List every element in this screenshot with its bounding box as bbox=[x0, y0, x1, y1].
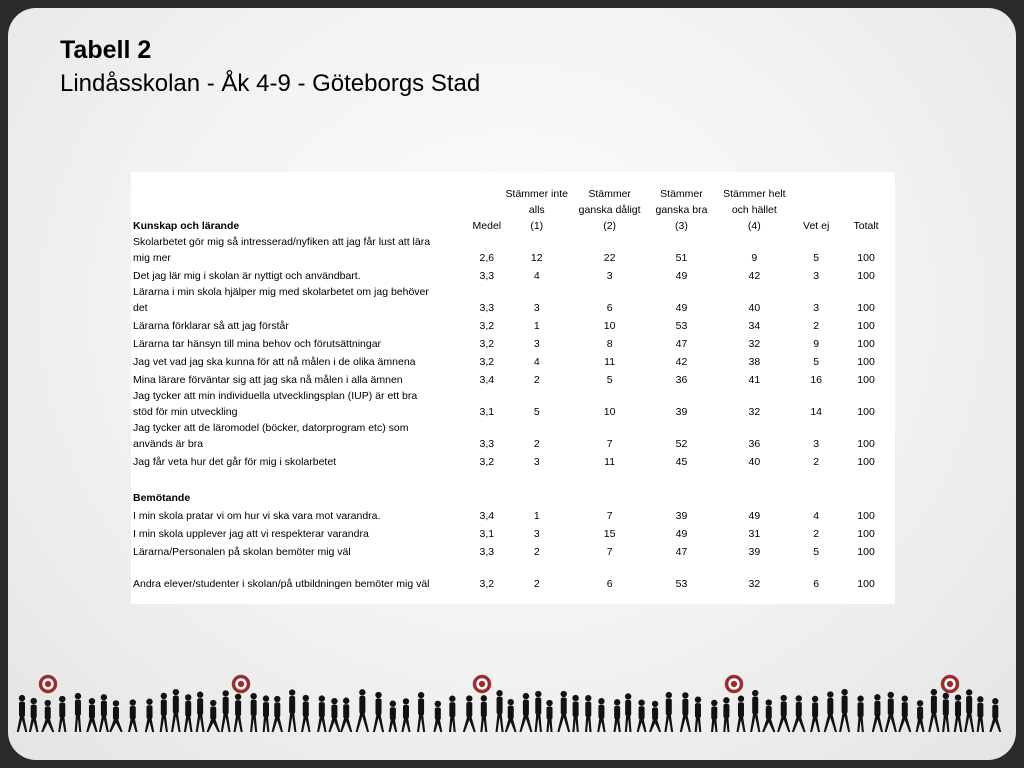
cell-v2: 6 bbox=[606, 578, 613, 590]
cell-v1: 3 bbox=[533, 338, 540, 350]
row-label-line: stöd för min utveckling bbox=[133, 406, 238, 418]
person-silhouette bbox=[272, 696, 283, 732]
row-label-line: Jag får veta hur det går för mig i skolarbetet bbox=[133, 456, 337, 468]
person-silhouette bbox=[128, 699, 138, 732]
person-silhouette bbox=[695, 696, 702, 732]
cell-v3: 53 bbox=[675, 578, 688, 590]
header-c4-b: och hället bbox=[731, 204, 777, 216]
row-label-line: I min skola pratar vi om hur vi ska vara mot varandra. bbox=[133, 510, 381, 522]
person-silhouette bbox=[977, 696, 984, 732]
header-vetej: Vet ej bbox=[803, 220, 830, 232]
cell-v2: 22 bbox=[603, 252, 616, 264]
row-label bbox=[133, 234, 470, 266]
cell-v3: 47 bbox=[675, 546, 688, 558]
cell-v3: 36 bbox=[675, 374, 688, 386]
cell-medel: 3,2 bbox=[479, 578, 495, 590]
cell-v1: 4 bbox=[533, 356, 540, 368]
section-title-bemotande: Bemötande bbox=[133, 492, 191, 504]
cell-v4: 40 bbox=[748, 456, 761, 468]
header-c4-c: (4) bbox=[747, 220, 761, 232]
crowd-footer bbox=[8, 668, 1016, 748]
row-label-line: Det jag lär mig i skolan är nyttigt och användbart. bbox=[133, 270, 361, 282]
slide bbox=[8, 8, 1016, 760]
cell-v1: 3 bbox=[533, 528, 540, 540]
row-label-line: Mina lärare förväntar sig att jag ska nå målen i alla ämnen bbox=[133, 374, 403, 386]
cell-v2: 6 bbox=[606, 302, 613, 314]
person-silhouette bbox=[535, 691, 542, 732]
cell-v3: 52 bbox=[675, 438, 688, 450]
target-icon bbox=[232, 675, 250, 693]
row-label bbox=[133, 266, 470, 284]
row-label-line: Lärarna/Personalen på skolan bemöter mig väl bbox=[133, 546, 351, 558]
person-silhouette bbox=[417, 692, 425, 732]
person-silhouette bbox=[496, 690, 504, 732]
cell-totalt: 100 bbox=[857, 510, 875, 522]
cell-medel: 3,1 bbox=[479, 528, 495, 540]
person-silhouette bbox=[207, 700, 220, 732]
row-label-line: Lärarna i min skola hjälper mig med skolarbetet om jag behöver bbox=[133, 286, 429, 298]
person-silhouette bbox=[401, 698, 410, 732]
person-silhouette bbox=[928, 689, 939, 732]
table-row bbox=[133, 284, 895, 316]
cell-medel: 3,3 bbox=[479, 546, 495, 558]
person-silhouette bbox=[505, 699, 517, 732]
cell-v1: 4 bbox=[533, 270, 540, 282]
person-silhouette bbox=[597, 698, 605, 732]
person-silhouette bbox=[301, 695, 311, 732]
header-c3-b: ganska bra bbox=[655, 204, 708, 216]
table-row bbox=[133, 334, 895, 352]
data-table-container bbox=[131, 172, 895, 604]
person-silhouette bbox=[41, 700, 54, 732]
row-label bbox=[133, 452, 470, 470]
person-silhouette bbox=[389, 701, 398, 732]
cell-medel: 3,1 bbox=[479, 406, 495, 418]
data-table bbox=[133, 186, 895, 592]
cell-v3: 39 bbox=[675, 406, 688, 418]
cell-totalt: 100 bbox=[857, 338, 875, 350]
person-silhouette bbox=[916, 700, 925, 732]
person-silhouette bbox=[546, 700, 552, 732]
row-label bbox=[133, 524, 470, 542]
row-label-line: Andra elever/studenter i skolan/på utbildningen bemöter mig väl bbox=[133, 578, 430, 590]
header-medel: Medel bbox=[472, 220, 502, 232]
person-silhouette bbox=[75, 693, 82, 732]
person-silhouette bbox=[184, 694, 193, 732]
person-silhouette bbox=[810, 696, 820, 732]
person-silhouette bbox=[723, 697, 729, 732]
cell-medel: 3,2 bbox=[479, 320, 495, 332]
person-silhouette bbox=[449, 696, 456, 732]
cell-vetej: 3 bbox=[813, 302, 820, 314]
cell-medel: 3,4 bbox=[479, 510, 495, 522]
cell-totalt: 100 bbox=[857, 456, 875, 468]
person-silhouette bbox=[989, 698, 1001, 732]
cell-vetej: 2 bbox=[813, 528, 820, 540]
target-icon bbox=[39, 675, 57, 693]
cell-v4: 9 bbox=[751, 252, 758, 264]
person-silhouette bbox=[288, 689, 297, 732]
row-label bbox=[133, 352, 470, 370]
header-c2-a: Stämmer bbox=[588, 188, 631, 200]
cell-v4: 31 bbox=[748, 528, 761, 540]
person-silhouette bbox=[711, 700, 718, 732]
cell-v2: 10 bbox=[603, 406, 616, 418]
person-silhouette bbox=[145, 699, 154, 732]
person-silhouette bbox=[356, 689, 369, 732]
cell-v2: 3 bbox=[606, 270, 613, 282]
person-silhouette bbox=[625, 693, 632, 732]
row-label-line: Jag tycker att min individuella utvecklingsplan (IUP) är ett bra bbox=[133, 390, 418, 402]
person-silhouette bbox=[233, 694, 242, 732]
header-c4-a: Stämmer helt bbox=[723, 188, 786, 200]
person-silhouette bbox=[250, 693, 257, 732]
row-label bbox=[133, 334, 470, 352]
person-silhouette bbox=[885, 692, 897, 732]
person-silhouette bbox=[857, 696, 864, 732]
cell-v2: 7 bbox=[606, 438, 613, 450]
person-silhouette bbox=[824, 691, 837, 732]
person-silhouette bbox=[109, 700, 123, 732]
cell-vetej: 6 bbox=[813, 578, 820, 590]
person-silhouette bbox=[614, 699, 621, 732]
cell-v2: 5 bbox=[606, 374, 613, 386]
person-silhouette bbox=[29, 698, 39, 732]
table-row bbox=[133, 316, 895, 334]
cell-v1: 5 bbox=[533, 406, 540, 418]
cell-vetej: 2 bbox=[813, 320, 820, 332]
person-silhouette bbox=[221, 690, 231, 732]
row-label-line: Skolarbetet gör mig så intresserad/nyfiken att jag får lust att lära bbox=[133, 236, 431, 248]
cell-totalt: 100 bbox=[857, 320, 875, 332]
person-silhouette bbox=[777, 695, 790, 732]
row-label-line: Jag vet vad jag ska kunna för att nå målen i de olika ämnena bbox=[133, 356, 416, 368]
person-silhouette bbox=[736, 696, 745, 732]
cell-v3: 49 bbox=[675, 302, 688, 314]
person-silhouette bbox=[954, 694, 963, 732]
person-silhouette bbox=[637, 699, 647, 732]
person-silhouette bbox=[17, 695, 27, 732]
person-silhouette bbox=[680, 692, 691, 732]
cell-totalt: 100 bbox=[857, 528, 875, 540]
row-label bbox=[133, 420, 470, 452]
cell-v4: 42 bbox=[748, 270, 761, 282]
header-c3-c: (3) bbox=[675, 220, 688, 232]
person-silhouette bbox=[872, 694, 883, 732]
table-row bbox=[133, 506, 895, 524]
cell-v2: 10 bbox=[603, 320, 616, 332]
table-body-kunskap bbox=[133, 234, 895, 470]
cell-totalt: 100 bbox=[857, 356, 875, 368]
header-c1-a: Stämmer inte bbox=[505, 188, 568, 200]
cell-v1: 12 bbox=[530, 252, 543, 264]
person-silhouette bbox=[585, 695, 592, 732]
row-label bbox=[133, 542, 470, 560]
table-row bbox=[133, 560, 895, 592]
table-row bbox=[133, 542, 895, 560]
person-silhouette bbox=[839, 689, 850, 732]
cell-v1: 1 bbox=[533, 510, 540, 522]
person-silhouette bbox=[263, 695, 270, 732]
table-row bbox=[133, 420, 895, 452]
person-silhouette bbox=[373, 692, 384, 732]
cell-v2: 11 bbox=[604, 356, 616, 368]
cell-v4: 32 bbox=[748, 406, 761, 418]
cell-medel: 2,6 bbox=[479, 252, 495, 264]
table-body-bemotande bbox=[133, 506, 895, 592]
row-label bbox=[133, 560, 470, 592]
cell-v4: 38 bbox=[748, 356, 761, 368]
header-c3-a: Stämmer bbox=[660, 188, 703, 200]
cell-v4: 40 bbox=[748, 302, 761, 314]
target-icon bbox=[725, 675, 743, 693]
cell-v1: 2 bbox=[533, 374, 540, 386]
person-silhouette bbox=[463, 695, 476, 732]
cell-medel: 3,3 bbox=[479, 302, 495, 314]
cell-vetej: 16 bbox=[810, 374, 823, 386]
cell-v2: 8 bbox=[606, 338, 613, 350]
cell-vetej: 4 bbox=[813, 510, 820, 522]
cell-totalt: 100 bbox=[857, 270, 875, 282]
cell-vetej: 5 bbox=[813, 546, 820, 558]
cell-vetej: 5 bbox=[813, 356, 820, 368]
cell-v4: 39 bbox=[748, 546, 761, 558]
row-label bbox=[133, 284, 470, 316]
cell-v3: 39 bbox=[675, 510, 688, 522]
table-row bbox=[133, 370, 895, 388]
cell-v4: 41 bbox=[748, 374, 761, 386]
cell-v1: 1 bbox=[533, 320, 540, 332]
person-silhouette bbox=[328, 698, 340, 732]
cell-v4: 36 bbox=[748, 438, 761, 450]
person-silhouette bbox=[750, 690, 760, 732]
cell-v1: 2 bbox=[533, 578, 540, 590]
cell-v3: 49 bbox=[675, 528, 688, 540]
cell-totalt: 100 bbox=[857, 578, 875, 590]
cell-vetej: 14 bbox=[810, 406, 823, 418]
cell-v1: 3 bbox=[533, 456, 540, 468]
slide-subtitle: Lindåsskolan - Åk 4-9 - Göteborgs Stad bbox=[60, 70, 481, 97]
table-body-bemotande-header bbox=[133, 470, 895, 506]
cell-totalt: 100 bbox=[857, 252, 875, 264]
cell-vetej: 9 bbox=[813, 338, 820, 350]
person-silhouette bbox=[572, 695, 578, 732]
cell-v1: 2 bbox=[533, 546, 540, 558]
cell-totalt: 100 bbox=[857, 302, 875, 314]
person-silhouette bbox=[340, 698, 352, 732]
section-title-kunskap: Kunskap och lärande bbox=[133, 220, 240, 232]
cell-v2: 7 bbox=[606, 510, 613, 522]
person-silhouette bbox=[433, 701, 442, 732]
person-silhouette bbox=[86, 698, 97, 732]
table-row bbox=[133, 452, 895, 470]
row-label-line: Lärarna förklarar så att jag förstår bbox=[133, 320, 289, 332]
row-label-line: I min skola upplever jag att vi respekterar varandra bbox=[133, 528, 369, 540]
cell-v3: 51 bbox=[675, 252, 688, 264]
row-label bbox=[133, 316, 470, 334]
target-icon bbox=[473, 675, 491, 693]
person-silhouette bbox=[171, 689, 181, 732]
table-row bbox=[133, 524, 895, 542]
cell-v4: 34 bbox=[748, 320, 761, 332]
table-row bbox=[133, 266, 895, 284]
cell-medel: 3,3 bbox=[479, 270, 495, 282]
person-silhouette bbox=[160, 693, 168, 732]
person-silhouette bbox=[557, 691, 570, 732]
cell-medel: 3,2 bbox=[479, 456, 495, 468]
person-silhouette bbox=[317, 695, 327, 732]
person-silhouette bbox=[196, 692, 205, 732]
person-silhouette bbox=[649, 701, 661, 732]
cell-v3: 49 bbox=[675, 270, 688, 282]
cell-totalt: 100 bbox=[857, 438, 875, 450]
row-label bbox=[133, 388, 470, 420]
row-label-line: används är bra bbox=[133, 438, 204, 450]
cell-medel: 3,2 bbox=[479, 338, 495, 350]
cell-v2: 7 bbox=[606, 546, 613, 558]
cell-medel: 3,4 bbox=[479, 374, 495, 386]
person-silhouette bbox=[480, 695, 487, 732]
cell-v4: 32 bbox=[748, 338, 761, 350]
person-silhouette bbox=[964, 689, 974, 732]
row-label-line: Lärarna tar hänsyn till mina behov och förutsättningar bbox=[133, 338, 382, 350]
header-c2-c: (2) bbox=[603, 220, 617, 232]
cell-v3: 42 bbox=[675, 356, 688, 368]
cell-vetej: 5 bbox=[813, 252, 820, 264]
cell-v1: 2 bbox=[533, 438, 540, 450]
header-totalt: Totalt bbox=[853, 220, 879, 232]
cell-medel: 3,3 bbox=[479, 438, 495, 450]
cell-v3: 47 bbox=[675, 338, 688, 350]
row-label-line: det bbox=[133, 302, 148, 314]
cell-v3: 53 bbox=[675, 320, 688, 332]
table-row bbox=[133, 352, 895, 370]
person-silhouette bbox=[58, 696, 66, 732]
cell-totalt: 100 bbox=[857, 406, 875, 418]
row-label-line: Jag tycker att de läromodel (böcker, datorprogram etc) som bbox=[133, 422, 409, 434]
cell-totalt: 100 bbox=[857, 546, 875, 558]
person-silhouette bbox=[664, 692, 673, 732]
cell-totalt: 100 bbox=[857, 374, 875, 386]
person-silhouette bbox=[898, 695, 911, 732]
cell-v4: 49 bbox=[748, 510, 761, 522]
slide-title: Tabell 2 bbox=[60, 36, 152, 64]
cell-v2: 11 bbox=[604, 456, 616, 468]
cell-vetej: 3 bbox=[813, 270, 820, 282]
table-row bbox=[133, 388, 895, 420]
table-row bbox=[133, 234, 895, 266]
person-silhouette bbox=[99, 694, 109, 732]
person-silhouette bbox=[942, 693, 949, 732]
cell-v4: 32 bbox=[748, 578, 761, 590]
person-silhouette bbox=[792, 695, 806, 732]
row-label-line: mig mer bbox=[133, 252, 171, 264]
cell-medel: 3,2 bbox=[479, 356, 495, 368]
cell-v1: 3 bbox=[533, 302, 540, 314]
header-c1-c: (1) bbox=[530, 220, 544, 232]
cell-v3: 45 bbox=[675, 456, 688, 468]
target-icon bbox=[941, 675, 959, 693]
person-silhouette bbox=[762, 699, 775, 732]
header-c1-b: alls bbox=[528, 204, 545, 216]
row-label bbox=[133, 506, 470, 524]
cell-vetej: 3 bbox=[813, 438, 820, 450]
cell-vetej: 2 bbox=[813, 456, 820, 468]
cell-v2: 15 bbox=[603, 528, 616, 540]
row-label bbox=[133, 370, 470, 388]
header-c2-b: ganska dåligt bbox=[578, 204, 641, 216]
person-silhouette bbox=[519, 693, 532, 732]
